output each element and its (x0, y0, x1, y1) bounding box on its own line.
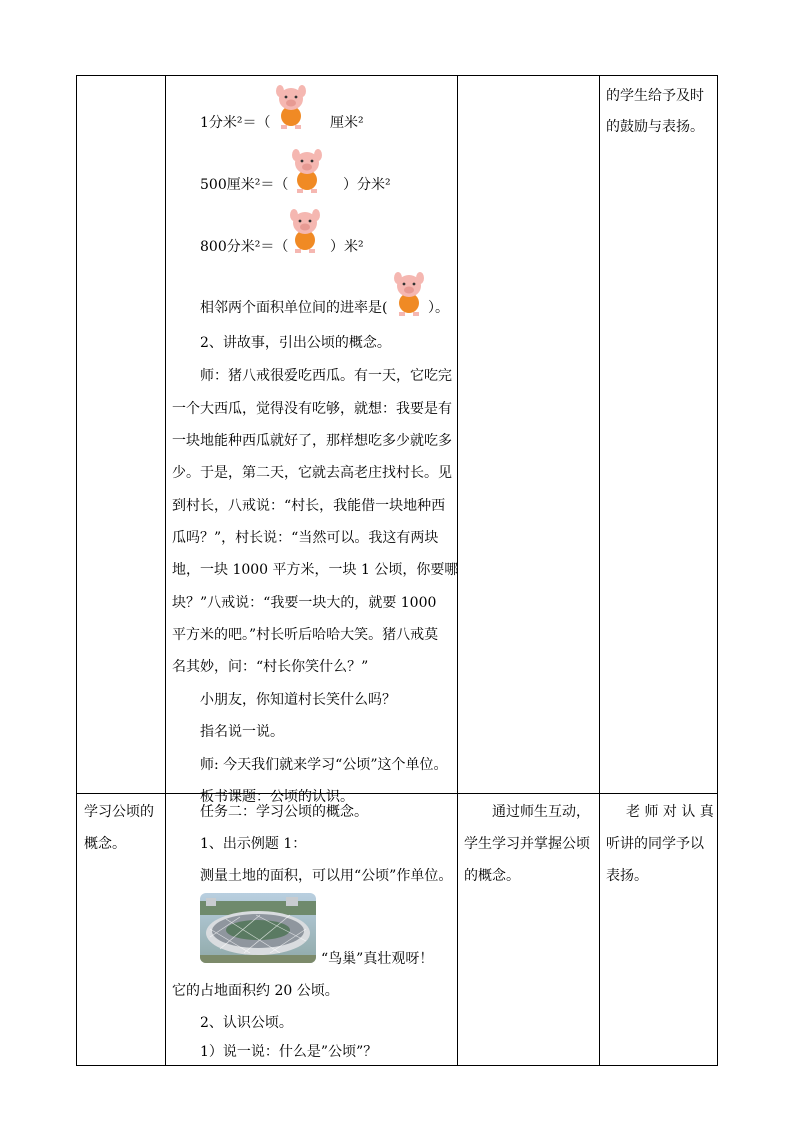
story-line: 到村长，八戒说：“村长，我能借一块地种西 (172, 498, 446, 514)
design-intent-line: 的概念。 (464, 868, 520, 884)
instruction-line: 指名说一说。 (200, 724, 284, 740)
question-line: 小朋友，你知道村长笑什么吗？ (200, 692, 396, 708)
feedback-line: 听讲的同学予以 (606, 836, 704, 852)
step-question: 1）说一说：什么是”公顷”？ (200, 1044, 378, 1060)
stage-label: 学习公顷的 (84, 804, 154, 820)
example-line: 1、出示例题 1： (200, 836, 307, 852)
column-divider-3 (599, 75, 600, 1066)
task-heading: 任务二：学习公顷的概念。 (200, 804, 368, 820)
pig-mascot-icon (274, 84, 308, 130)
area-fact-line: 它的占地面积约 20 公顷。 (172, 983, 339, 999)
pig-mascot-icon (288, 208, 322, 254)
table-border-bottom (76, 1065, 718, 1066)
equation-2-left: 500厘米²＝（ (200, 177, 289, 193)
feedback-line: 的鼓励与表扬。 (606, 119, 704, 135)
design-intent-line: 学生学习并掌握公顷 (464, 836, 590, 852)
equation-3-right: ）米² (330, 239, 364, 255)
story-line: 平方米的吧。”村长听后哈哈大笑。猪八戒莫 (172, 627, 439, 643)
feedback-line: 老 师 对 认 真 (626, 804, 714, 820)
story-line: 少。于是，第二天，它就去高老庄找村长。见 (172, 465, 452, 481)
row-divider (76, 793, 718, 794)
teacher-line: 师: 今天我们就来学习“公顷”这个单位。 (200, 757, 448, 773)
pig-mascot-icon (392, 271, 426, 317)
story-line: 瓜吗？”，村长说：“当然可以。我这有两块 (172, 530, 439, 546)
story-line: 一块地能种西瓜就好了，那样想吃多少就吃多 (172, 433, 452, 449)
story-line: 师：猪八戒很爱吃西瓜。有一天，它吃完 (200, 368, 452, 384)
example-text: 测量土地的面积，可以用“公顷”作单位。 (200, 868, 453, 884)
photo-caption: “鸟巢”真壮观呀！ (321, 951, 434, 967)
pig-mascot-icon (290, 148, 324, 194)
table-border-right (717, 75, 718, 1066)
story-line: 名其妙，问：“村长你笑什么？” (172, 659, 369, 675)
equation-1-right: 厘米² (330, 115, 364, 131)
table-border-left (76, 75, 77, 1066)
story-line: 块？”八戒说：“我要一块大的，就要 1000 (172, 595, 437, 611)
column-divider-1 (165, 75, 166, 1066)
story-line: 一个大西瓜，觉得没有吃够，就想：我要是有 (172, 401, 452, 417)
rate-question-left: 相邻两个面积单位间的进率是( (200, 300, 388, 316)
rate-question-right: ）。 (428, 300, 449, 316)
equation-2-right: ）分米² (343, 177, 391, 193)
design-intent-line: 通过师生互动， (492, 804, 590, 820)
birds-nest-stadium-photo (200, 893, 316, 963)
step-heading: 2、认识公顷。 (200, 1015, 293, 1031)
story-step-heading: 2、讲故事，引出公顷的概念。 (200, 335, 391, 351)
board-title-line: 板书课题：公顷的认识。 (200, 789, 354, 805)
equation-3-left: 800分米²＝（ (200, 239, 289, 255)
equation-1-left: 1分米²＝（ (200, 115, 271, 131)
stage-label: 概念。 (84, 836, 126, 852)
feedback-line: 表扬。 (606, 868, 648, 884)
feedback-line: 的学生给予及时 (606, 88, 704, 104)
story-line: 地，一块 1000 平方米，一块 1 公顷，你要哪 (172, 562, 459, 578)
table-border-top (76, 75, 718, 76)
